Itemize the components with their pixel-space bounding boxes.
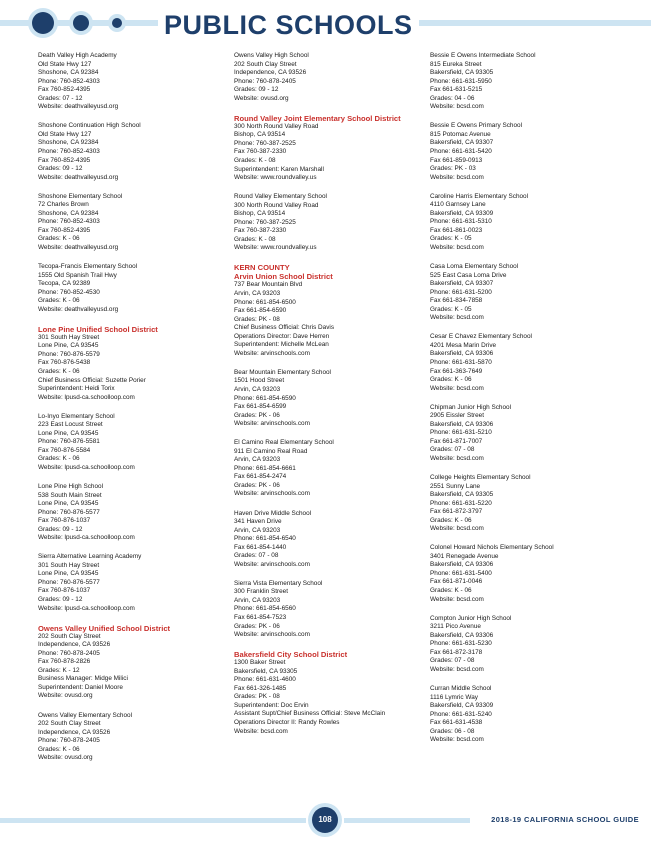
entry-line: Phone: 661-854-6540: [234, 535, 296, 543]
district-name: Round Valley Joint Elementary School District: [234, 113, 401, 123]
entry-line: Grades: 09 - 12: [38, 596, 83, 604]
entry-line: Grades: K - 06: [430, 376, 472, 384]
entry-line: Grades: K - 06: [38, 455, 80, 463]
entry-line: 3401 Renegade Avenue: [430, 552, 499, 560]
footer-rule-right: [344, 818, 470, 823]
entry-line: Phone: 661-631-5950: [430, 77, 492, 85]
entry-line: Grades: 09 - 12: [38, 165, 83, 173]
entry-line: Phone: 661-854-6500: [234, 298, 296, 306]
school-name: Sierra Vista Elementary School: [234, 579, 323, 587]
column-3: [430, 52, 610, 755]
school-name: Death Valley High Academy: [38, 52, 117, 59]
entry-line: Superintendent: Doc Ervin: [234, 701, 309, 709]
school-entry: [430, 263, 610, 323]
entry-line: Business Manager: Midge Milici: [38, 675, 128, 683]
entry-line: 2905 Eissler Street: [430, 412, 484, 420]
entry-line: Website: lpusd-ca.schoolloop.com: [38, 534, 135, 542]
school-name: College Heights Elementary School: [430, 473, 531, 481]
entry-line: Phone: 661-631-5220: [430, 499, 492, 507]
entry-line: Superintendent: Michelle McLean: [234, 341, 329, 349]
school-name: Shoshone Elementary School: [38, 192, 123, 200]
entry-line: Website: www.roundvalley.us: [234, 244, 317, 252]
entry-line: Website: arvinschools.com: [234, 490, 310, 498]
entry-line: Website: ovusd.org: [38, 692, 93, 700]
entry-line: Phone: 661-631-5870: [430, 358, 492, 366]
entry-line: Website: lpusd-ca.schoolloop.com: [38, 463, 135, 471]
school-entry: [430, 404, 610, 464]
entry-line: Phone: 661-631-5310: [430, 218, 492, 226]
entry-line: Website: bcsd.com: [430, 243, 484, 251]
entry-line: Superintendent: Karen Marshall: [234, 165, 324, 173]
entry-line: Old State Hwy 127: [38, 130, 92, 138]
entry-line: Phone: 760-852-4303: [38, 147, 100, 155]
school-name: Curran Middle School: [430, 684, 492, 692]
entry-line: Tecopa, CA 92389: [38, 280, 91, 288]
entry-line: 202 South Clay Street: [38, 720, 101, 728]
entry-line: Fax 661-363-7649: [430, 367, 483, 375]
entry-line: Arvin, CA 93203: [234, 456, 281, 464]
entry-line: Bakersfield, CA 93306: [430, 631, 494, 639]
entry-line: Fax 661-631-5215: [430, 86, 483, 94]
school-entry: [430, 685, 610, 745]
entry-line: Grades: K - 06: [38, 367, 80, 375]
school-entry: [38, 553, 218, 613]
district-entry: [234, 114, 414, 183]
school-entry: [430, 544, 610, 604]
entry-line: 72 Charles Brown: [38, 201, 89, 209]
entry-line: Superintendent: Daniel Moore: [38, 683, 123, 691]
school-name: Colonel Howard Nichols Elementary School: [430, 544, 554, 552]
entry-line: Grades: 06 - 08: [430, 727, 475, 735]
column-1: [38, 52, 218, 773]
entry-line: Grades: K - 08: [234, 156, 276, 164]
entry-line: Bakersfield, CA 93306: [430, 350, 494, 358]
entry-line: Fax 661-326-1485: [234, 684, 287, 692]
entry-line: Phone: 760-878-2405: [234, 77, 296, 85]
entry-line: 4110 Garnsey Lane: [430, 201, 486, 209]
entry-line: Grades: PK - 03: [430, 165, 476, 173]
entry-line: Grades: 07 - 08: [430, 446, 475, 454]
entry-line: Phone: 661-631-5420: [430, 147, 492, 155]
entry-line: 1116 Lymric Way: [430, 693, 478, 701]
entry-line: Bakersfield, CA 93305: [234, 667, 298, 675]
district-entry: [38, 325, 218, 402]
entry-line: Grades: PK - 06: [234, 411, 280, 419]
entry-line: Phone: 661-854-6661: [234, 464, 296, 472]
school-name: Owens Valley Elementary School: [38, 711, 133, 719]
entry-line: Bakersfield, CA 93305: [430, 491, 494, 499]
school-entry: [234, 193, 414, 253]
school-entry: [38, 413, 218, 473]
entry-line: Bakersfield, CA 93309: [430, 702, 494, 710]
entry-line: Website: bcsd.com: [430, 736, 484, 744]
entry-line: Website: deathvalleyusd.org: [38, 103, 119, 111]
entry-line: Fax 661-631-4538: [430, 719, 483, 727]
entry-line: Fax 661-871-0046: [430, 578, 483, 586]
entry-line: Grades: PK - 08: [234, 315, 280, 323]
entry-line: Phone: 661-631-5230: [430, 640, 492, 648]
school-name: Caroline Harris Elementary School: [430, 192, 529, 200]
entry-line: Fax 661-872-3797: [430, 508, 483, 516]
entry-line: Website: bcsd.com: [430, 314, 484, 322]
entry-line: Phone: 661-631-5400: [430, 569, 492, 577]
entry-line: 223 East Locust Street: [38, 421, 103, 429]
entry-line: Fax 760-852-4395: [38, 226, 91, 234]
school-name: Lone Pine High School: [38, 482, 104, 490]
school-name: Casa Loma Elementary School: [430, 262, 519, 270]
entry-line: Lone Pine, CA 93545: [38, 342, 99, 350]
entry-line: Website: www.roundvalley.us: [234, 174, 317, 182]
entry-line: Shoshone, CA 92384: [38, 139, 99, 147]
entry-line: Fax 661-871-7007: [430, 437, 483, 445]
school-name: Sierra Alternative Learning Academy: [38, 553, 142, 561]
entry-line: 300 Franklin Street: [234, 588, 288, 596]
entry-line: 3211 Pico Avenue: [430, 623, 481, 631]
entry-line: Website: bcsd.com: [430, 595, 484, 603]
entry-line: Phone: 661-631-5200: [430, 288, 492, 296]
entry-line: Independence, CA 93526: [234, 69, 307, 77]
entry-line: Grades: K - 06: [38, 297, 80, 305]
school-name: Owens Valley High School: [234, 52, 309, 59]
school-entry: [430, 122, 610, 182]
entry-line: Website: bcsd.com: [430, 173, 484, 181]
entry-line: 1501 Hood Street: [234, 377, 285, 385]
entry-line: Grades: 09 - 12: [38, 525, 83, 533]
entry-line: Website: arvinschools.com: [234, 560, 310, 568]
entry-line: Phone: 760-852-4303: [38, 218, 100, 226]
school-entry: [38, 122, 218, 182]
entry-line: Fax 760-878-2826: [38, 658, 91, 666]
entry-line: 815 Potomac Avenue: [430, 130, 491, 138]
entry-line: Fax 760-876-5584: [38, 446, 91, 454]
entry-line: Operations Director II: Randy Rowles: [234, 719, 340, 726]
entry-line: Website: ovusd.org: [38, 754, 93, 762]
school-entry: [430, 474, 610, 534]
entry-line: Bakersfield, CA 93307: [430, 280, 494, 288]
entry-line: Phone: 760-387-2525: [234, 139, 296, 147]
district-entry: [234, 263, 414, 358]
district-name: Owens Valley Unified School District: [38, 623, 171, 633]
page-title: PUBLIC SCHOOLS: [158, 9, 419, 41]
entry-line: Phone: 760-876-5577: [38, 508, 100, 516]
entry-line: Shoshone, CA 92384: [38, 69, 99, 77]
entry-line: Bakersfield, CA 93306: [430, 420, 494, 428]
entry-line: 202 South Clay Street: [234, 60, 297, 68]
school-entry: [234, 369, 414, 429]
footer-rule-left: [0, 818, 306, 823]
district-entry: [38, 624, 218, 701]
entry-line: Phone: 760-878-2405: [38, 649, 100, 657]
entry-line: Bakersfield, CA 93306: [430, 561, 494, 569]
entry-line: Grades: K - 05: [430, 235, 472, 243]
school-name: Haven Drive Middle School: [234, 509, 312, 517]
entry-line: Fax 661-854-2474: [234, 473, 287, 481]
entry-line: Chief Business Official: Chris Davis: [234, 324, 335, 332]
entry-line: 2551 Sunny Lane: [430, 482, 481, 490]
entry-line: 815 Eureka Street: [430, 60, 482, 68]
entry-line: Website: bcsd.com: [430, 454, 484, 462]
school-entry: [430, 52, 610, 112]
entry-line: Website: deathvalleyusd.org: [38, 305, 119, 313]
entry-line: Independence, CA 93526: [38, 728, 111, 736]
entry-line: Lone Pine, CA 93545: [38, 500, 99, 508]
entry-line: Independence, CA 93526: [38, 641, 111, 649]
school-entry: [234, 510, 414, 570]
school-name: Cesar E Chavez Elementary School: [430, 333, 532, 341]
school-entry: [38, 483, 218, 543]
entry-line: 4201 Mesa Marin Drive: [430, 341, 497, 349]
district-name: Arvin Union School District: [234, 272, 333, 282]
entry-line: Grades: 07 - 08: [234, 552, 279, 560]
school-name: El Camino Real Elementary School: [234, 439, 334, 447]
entry-line: Fax 760-876-1037: [38, 587, 91, 595]
entry-line: Bakersfield, CA 93305: [430, 69, 494, 77]
entry-line: Arvin, CA 93203: [234, 526, 281, 534]
school-name: Lo-Inyo Elementary School: [38, 412, 115, 420]
district-name: Lone Pine Unified School District: [38, 324, 158, 334]
entry-line: Superintendent: Heidi Torix: [38, 385, 115, 393]
column-2: [234, 52, 414, 747]
entry-line: Lone Pine, CA 93545: [38, 429, 99, 437]
entry-line: Phone: 760-878-2405: [38, 737, 100, 745]
entry-line: Phone: 661-631-5240: [430, 710, 492, 718]
footer-guide-title: 2018-19 CALIFORNIA SCHOOL GUIDE: [491, 815, 639, 824]
school-name: Chipman Junior High School: [430, 403, 511, 411]
entry-line: Grades: 09 - 12: [234, 86, 279, 94]
entry-line: Fax 661-872-3178: [430, 648, 483, 656]
entry-line: Bakersfield, CA 93307: [430, 139, 494, 147]
school-name: Bessie E Owens Intermediate School: [430, 52, 536, 59]
school-name: Round Valley Elementary School: [234, 193, 327, 201]
entry-line: Phone: 760-387-2525: [234, 218, 296, 226]
page-number: 108: [312, 807, 338, 833]
entry-line: Website: bcsd.com: [430, 384, 484, 392]
header-dot-medium: [73, 15, 89, 31]
entry-line: Grades: K - 12: [38, 666, 80, 674]
entry-line: Phone: 760-852-4303: [38, 77, 100, 85]
entry-line: Fax 661-834-7858: [430, 297, 483, 305]
entry-line: Grades: K - 05: [430, 305, 472, 313]
entry-line: Grades: 07 - 12: [38, 94, 83, 102]
entry-line: Website: arvinschools.com: [234, 420, 310, 428]
entry-line: Fax 661-854-6590: [234, 307, 287, 315]
entry-line: Website: bcsd.com: [430, 665, 484, 673]
entry-line: Arvin, CA 93203: [234, 596, 281, 604]
entry-line: Fax 760-876-1037: [38, 517, 91, 525]
entry-line: Fax 760-387-2330: [234, 148, 287, 156]
district-name: Bakersfield City School District: [234, 650, 348, 660]
entry-line: Arvin, CA 93203: [234, 289, 281, 297]
entry-line: Grades: K - 06: [38, 235, 80, 243]
entry-line: Fax 760-852-4395: [38, 156, 91, 164]
entry-line: Website: lpusd-ca.schoolloop.com: [38, 393, 135, 401]
entry-line: Fax 661-854-6599: [234, 403, 287, 411]
entry-line: Fax 760-852-4395: [38, 86, 91, 94]
entry-line: Bakersfield, CA 93309: [430, 209, 494, 217]
entry-line: Chief Business Official: Suzette Porier: [38, 376, 146, 384]
entry-line: Website: bcsd.com: [430, 103, 484, 111]
entry-line: 301 South Hay Street: [38, 561, 100, 569]
entry-line: Bishop, CA 93514: [234, 131, 286, 139]
entry-line: Phone: 661-854-6590: [234, 394, 296, 402]
entry-line: Fax 661-854-7523: [234, 614, 287, 622]
header-dot-small: [112, 18, 122, 28]
entry-line: Bishop, CA 93514: [234, 210, 286, 218]
entry-line: Grades: 07 - 08: [430, 657, 475, 665]
entry-line: Website: deathvalleyusd.org: [38, 173, 119, 181]
entry-line: Grades: 04 - 06: [430, 94, 475, 102]
entry-line: Website: deathvalleyusd.org: [38, 243, 119, 251]
school-name: Shoshone Continuation High School: [38, 122, 141, 130]
entry-line: Phone: 661-854-6560: [234, 605, 296, 613]
entry-line: Operations Director: Dave Herren: [234, 332, 330, 340]
school-entry: [430, 193, 610, 253]
entry-line: 538 South Main Street: [38, 491, 102, 499]
entry-line: Fax 661-854-1440: [234, 543, 287, 551]
county-heading: KERN COUNTY: [234, 263, 290, 273]
entry-line: Website: bcsd.com: [430, 525, 484, 533]
entry-line: 1300 Baker Street: [234, 659, 286, 667]
entry-line: 341 Haven Drive: [234, 518, 282, 526]
header-dot-large: [32, 12, 54, 34]
school-name: Tecopa-Francis Elementary School: [38, 262, 138, 270]
school-entry: [430, 333, 610, 393]
entry-line: Phone: 760-876-5579: [38, 350, 100, 358]
entry-line: Grades: K - 06: [430, 516, 472, 524]
school-name: Bear Mountain Elementary School: [234, 368, 331, 376]
school-entry: [38, 193, 218, 253]
entry-line: Phone: 760-876-5577: [38, 578, 100, 586]
entry-line: Fax 661-861-0023: [430, 226, 483, 234]
school-entry: [430, 615, 610, 675]
school-entry: [234, 439, 414, 499]
school-entry: [38, 712, 218, 763]
entry-line: Fax 760-876-5438: [38, 359, 91, 367]
entry-line: 202 South Clay Street: [38, 632, 101, 640]
entry-line: Grades: PK - 06: [234, 481, 280, 489]
entry-line: 1555 Old Spanish Trail Hwy: [38, 271, 117, 279]
school-name: Bessie E Owens Primary School: [430, 122, 522, 130]
entry-line: Phone: 661-631-5210: [430, 429, 492, 437]
entry-line: Old State Hwy 127: [38, 60, 92, 68]
entry-line: Website: lpusd-ca.schoolloop.com: [38, 604, 135, 612]
entry-line: Grades: PK - 08: [234, 693, 280, 701]
entry-line: Website: ovusd.org: [234, 94, 289, 102]
entry-line: Fax 760-387-2330: [234, 227, 287, 235]
entry-line: Assistant Supt/Chief Business Official: Steve McClain: [234, 710, 386, 718]
school-entry: [234, 52, 414, 103]
entry-line: 300 North Round Valley Road: [234, 122, 319, 130]
school-name: Compton Junior High School: [430, 614, 512, 622]
entry-line: 525 East Casa Loma Drive: [430, 271, 507, 279]
entry-line: 301 South Hay Street: [38, 333, 100, 341]
entry-line: Grades: K - 08: [234, 235, 276, 243]
school-entry: [38, 263, 218, 314]
district-entry: [234, 650, 414, 736]
entry-line: Grades: PK - 06: [234, 622, 280, 630]
entry-line: Website: arvinschools.com: [234, 349, 310, 357]
school-entry: [234, 580, 414, 640]
entry-line: Phone: 760-852-4530: [38, 288, 100, 296]
entry-line: Lone Pine, CA 93545: [38, 570, 99, 578]
entry-line: Grades: K - 06: [38, 745, 80, 753]
entry-line: Arvin, CA 93203: [234, 385, 281, 393]
entry-line: Website: bcsd.com: [234, 727, 288, 735]
entry-line: 737 Bear Mountain Blvd: [234, 281, 303, 289]
entry-line: 300 North Round Valley Road: [234, 201, 319, 209]
entry-line: Fax 661-859-0913: [430, 156, 483, 164]
entry-line: Website: arvinschools.com: [234, 631, 310, 639]
entry-line: Phone: 760-876-5581: [38, 438, 100, 446]
entry-line: Grades: K - 06: [430, 587, 472, 595]
entry-line: 911 El Camino Real Road: [234, 447, 308, 455]
entry-line: Phone: 661-631-4600: [234, 676, 296, 684]
school-entry: [38, 52, 218, 112]
entry-line: Shoshone, CA 92384: [38, 209, 99, 217]
